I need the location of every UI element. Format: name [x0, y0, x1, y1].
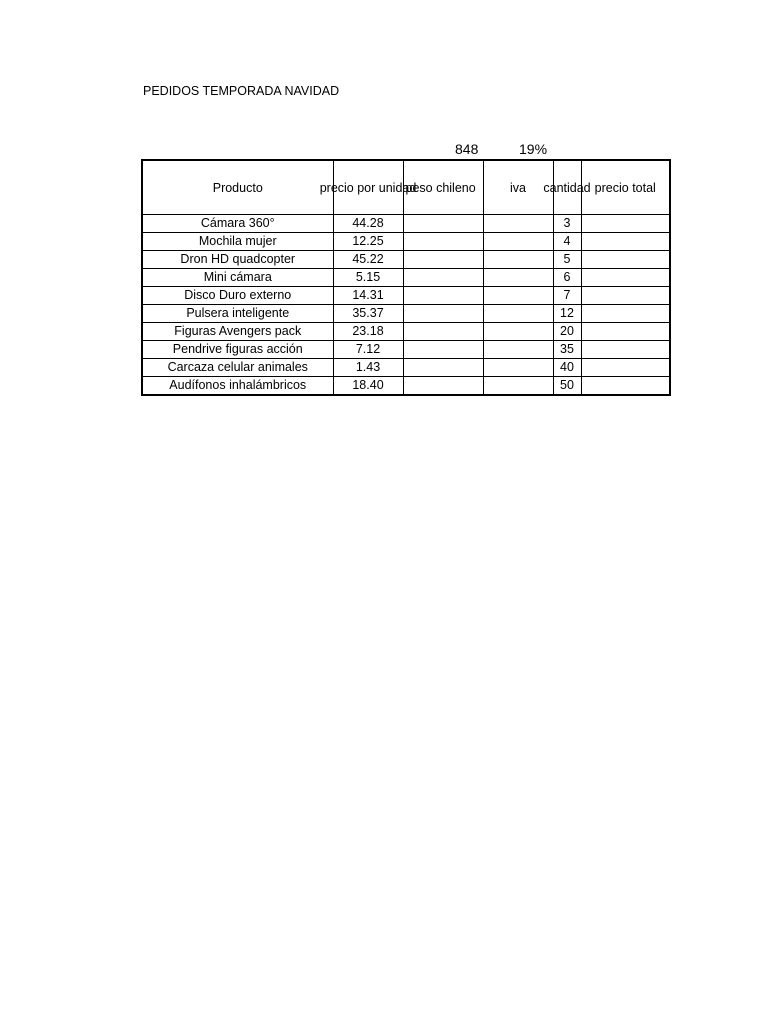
- cell-producto[interactable]: Carcaza celular animales: [142, 359, 333, 377]
- exchange-rate-value[interactable]: 848: [455, 141, 479, 157]
- cell-cantidad[interactable]: 5: [553, 251, 581, 269]
- cell-iva[interactable]: [483, 233, 553, 251]
- cell-peso-chileno[interactable]: [403, 359, 483, 377]
- header-precio-por-unidad[interactable]: [319, 160, 417, 215]
- cell-iva[interactable]: [483, 305, 553, 323]
- cell-cantidad[interactable]: 40: [553, 359, 581, 377]
- cell-peso-chileno[interactable]: [403, 233, 483, 251]
- cell-peso-chileno[interactable]: [403, 251, 483, 269]
- iva-rate-value[interactable]: 19%: [519, 141, 548, 157]
- header-cantidad-label: cantidad: [543, 180, 591, 195]
- cell-cantidad[interactable]: 20: [553, 323, 581, 341]
- cell-producto[interactable]: Audífonos inhalámbricos: [142, 377, 333, 396]
- cell-producto[interactable]: Mochila mujer: [142, 233, 333, 251]
- cell-precio-por-unidad[interactable]: 44.28: [333, 215, 403, 233]
- table-row: [142, 251, 670, 269]
- table-row: [142, 323, 670, 341]
- cell-producto[interactable]: Disco Duro externo: [142, 287, 333, 305]
- cell-producto[interactable]: Pendrive figuras acción: [142, 341, 333, 359]
- table-row: [142, 215, 670, 233]
- cell-precio-por-unidad[interactable]: 5.15: [333, 269, 403, 287]
- cell-cantidad[interactable]: 3: [553, 215, 581, 233]
- cell-cantidad[interactable]: 50: [553, 377, 581, 396]
- cell-iva[interactable]: [483, 377, 553, 396]
- cell-precio-por-unidad[interactable]: 45.22: [333, 251, 403, 269]
- header-precio-por-unidad-label: precio por unidad: [319, 180, 417, 195]
- cell-cantidad[interactable]: 4: [553, 233, 581, 251]
- table-row: [142, 377, 670, 396]
- cell-producto[interactable]: Pulsera inteligente: [142, 305, 333, 323]
- orders-body: [142, 215, 670, 396]
- cell-cantidad[interactable]: 6: [553, 269, 581, 287]
- cell-precio-por-unidad[interactable]: 7.12: [333, 341, 403, 359]
- cell-precio-total[interactable]: [581, 323, 670, 341]
- cell-producto[interactable]: Mini cámara: [142, 269, 333, 287]
- cell-iva[interactable]: [483, 359, 553, 377]
- cell-producto[interactable]: Cámara 360°: [142, 215, 333, 233]
- cell-iva[interactable]: [483, 251, 553, 269]
- header-peso-chileno[interactable]: [403, 160, 483, 215]
- cell-iva[interactable]: [483, 323, 553, 341]
- cell-precio-total[interactable]: [581, 287, 670, 305]
- cell-precio-total[interactable]: [581, 341, 670, 359]
- header-precio-total[interactable]: precio total: [581, 160, 670, 215]
- cell-precio-por-unidad[interactable]: 14.31: [333, 287, 403, 305]
- cell-precio-por-unidad[interactable]: 12.25: [333, 233, 403, 251]
- table-row: [142, 233, 670, 251]
- cell-producto[interactable]: Figuras Avengers pack: [142, 323, 333, 341]
- cell-cantidad[interactable]: 7: [553, 287, 581, 305]
- cell-precio-total[interactable]: [581, 359, 670, 377]
- cell-precio-total[interactable]: [581, 233, 670, 251]
- table-header-row: [142, 160, 670, 215]
- header-producto[interactable]: Producto: [142, 160, 333, 215]
- header-cantidad[interactable]: [543, 160, 591, 215]
- cell-peso-chileno[interactable]: [403, 215, 483, 233]
- cell-precio-total[interactable]: [581, 269, 670, 287]
- table-row: [142, 359, 670, 377]
- cell-iva[interactable]: [483, 269, 553, 287]
- table-row: [142, 269, 670, 287]
- cell-cantidad[interactable]: 12: [553, 305, 581, 323]
- cell-peso-chileno[interactable]: [403, 323, 483, 341]
- header-peso-chileno-label: peso chileno: [405, 180, 476, 195]
- cell-precio-total[interactable]: [581, 305, 670, 323]
- cell-precio-total[interactable]: [581, 251, 670, 269]
- table-row: [142, 287, 670, 305]
- cell-peso-chileno[interactable]: [403, 269, 483, 287]
- table-row: [142, 305, 670, 323]
- cell-peso-chileno[interactable]: [403, 305, 483, 323]
- cell-producto[interactable]: Dron HD quadcopter: [142, 251, 333, 269]
- cell-iva[interactable]: [483, 341, 553, 359]
- header-iva[interactable]: iva: [483, 160, 553, 215]
- cell-precio-por-unidad[interactable]: 35.37: [333, 305, 403, 323]
- cell-iva[interactable]: [483, 287, 553, 305]
- cell-precio-por-unidad[interactable]: 18.40: [333, 377, 403, 396]
- cell-cantidad[interactable]: 35: [553, 341, 581, 359]
- cell-precio-total[interactable]: [581, 215, 670, 233]
- orders-table: [141, 159, 671, 396]
- cell-peso-chileno[interactable]: [403, 287, 483, 305]
- page-title: PEDIDOS TEMPORADA NAVIDAD: [143, 84, 340, 98]
- table-row: [142, 341, 670, 359]
- cell-precio-total[interactable]: [581, 377, 670, 396]
- cell-precio-por-unidad[interactable]: 23.18: [333, 323, 403, 341]
- cell-iva[interactable]: [483, 215, 553, 233]
- cell-precio-por-unidad[interactable]: 1.43: [333, 359, 403, 377]
- cell-peso-chileno[interactable]: [403, 377, 483, 396]
- cell-peso-chileno[interactable]: [403, 341, 483, 359]
